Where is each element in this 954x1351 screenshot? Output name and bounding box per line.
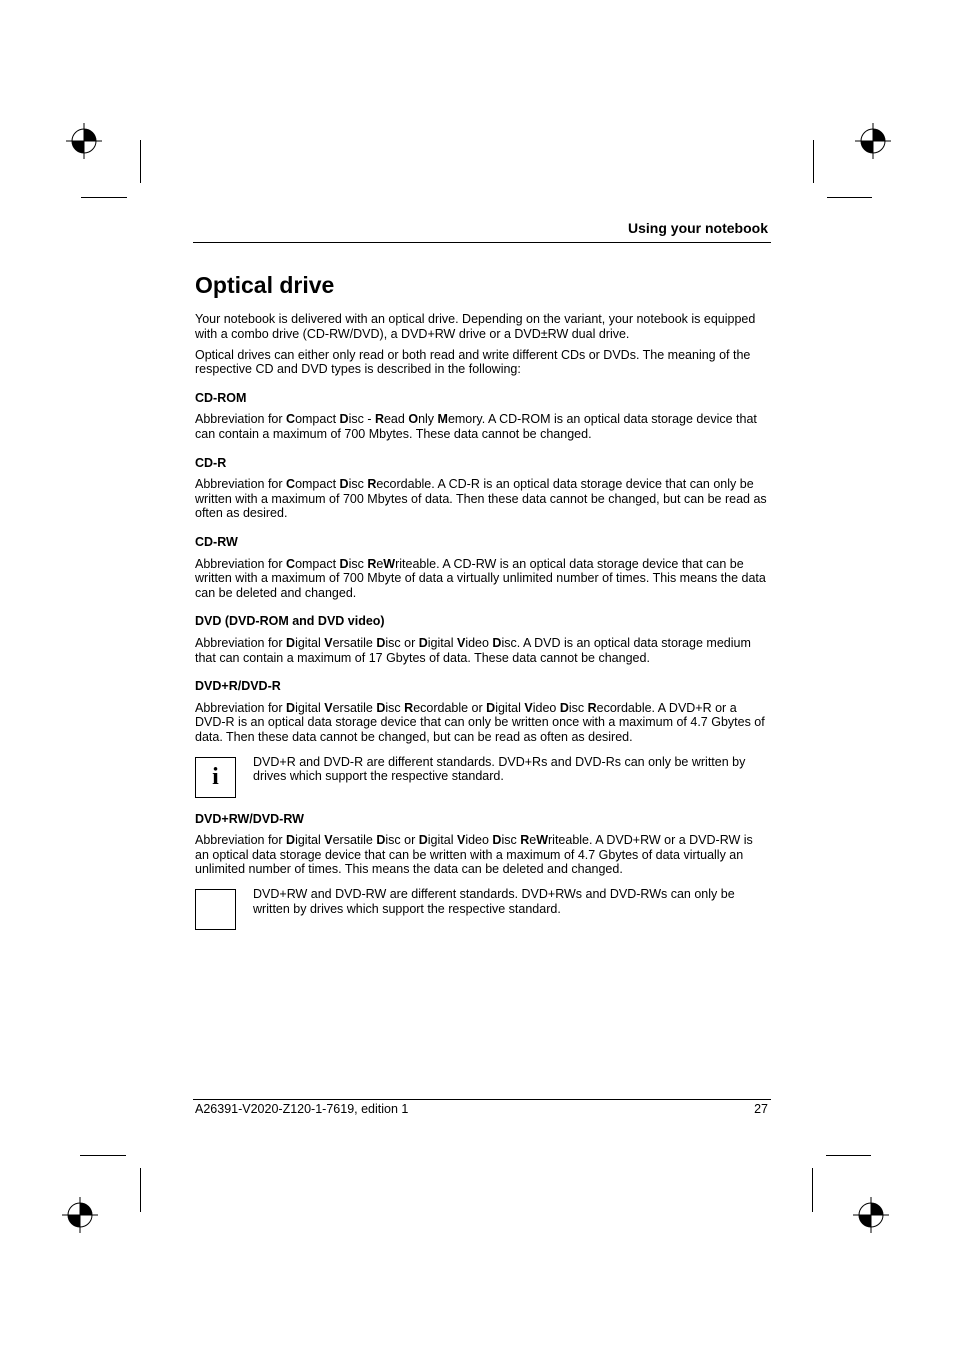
acronym-letter: D <box>286 700 296 715</box>
section-body <box>195 833 768 877</box>
text-run: ideo <box>465 636 493 650</box>
text-run: Abbreviation for <box>195 477 287 492</box>
main-content <box>195 312 768 942</box>
text-run: ideo <box>532 700 560 715</box>
text-run: ecordable. A CD-R is an optical data storage device that can only be written with a maximum of 700 Mbytes of data. Then these data cannot be changed, but can be read as often as desired. <box>195 477 767 521</box>
acronym-letter: R <box>374 412 384 427</box>
sections <box>195 391 768 930</box>
acronym-letter: R <box>404 700 414 715</box>
text-run: ompact <box>295 477 340 492</box>
text-run: ompact <box>295 556 340 571</box>
acronym-letter: R <box>367 556 377 571</box>
footer-rule <box>193 1099 771 1100</box>
text-run: isc <box>348 477 368 492</box>
acronym-letter: R <box>367 477 377 492</box>
text-run: igital <box>295 636 325 650</box>
acronym-letter: D <box>286 833 296 848</box>
text-run: e <box>529 833 537 848</box>
footer-doc-id: A26391-V2020-Z120-1-7619, edition 1 <box>195 1102 409 1116</box>
section-body <box>195 557 768 601</box>
section-heading: CD-R <box>195 455 227 470</box>
acronym-letter: D <box>492 833 502 848</box>
text-run: Abbreviation for <box>195 700 287 715</box>
section-body <box>195 412 768 441</box>
acronym-letter: C <box>286 477 296 492</box>
crop-line <box>826 1155 871 1156</box>
text-run: igital <box>495 700 525 715</box>
crop-line <box>81 197 127 198</box>
section-body <box>195 636 768 665</box>
info-note <box>195 755 768 798</box>
text-run: igital <box>295 700 325 715</box>
text-run: riteable. A CD-RW is an optical data storage device that can be written with a maximum of 700 Mbyte of data a virtually unlimited number of times. This means the data can be deleted and changed. <box>195 556 766 600</box>
section-heading: DVD (DVD-ROM and DVD video) <box>195 614 385 629</box>
page-number: 27 <box>754 1102 768 1116</box>
acronym-letter: D <box>376 833 386 848</box>
acronym-letter: W <box>383 556 396 571</box>
section-heading: DVD+R/DVD-R <box>195 679 281 694</box>
info-icon <box>195 889 236 930</box>
text-run: isc <box>501 833 521 848</box>
section-heading: DVD+RW/DVD-RW <box>195 811 304 826</box>
note-text: DVD+RW and DVD-RW are different standards. DVD+RWs and DVD-RWs can only be written by drives which support the respective standard. <box>253 886 735 916</box>
registration-mark-icon <box>62 1197 98 1233</box>
acronym-letter: D <box>286 636 296 650</box>
acronym-letter: V <box>456 833 466 848</box>
text-run: Abbreviation for <box>195 833 287 848</box>
crop-line <box>80 1155 126 1156</box>
registration-mark-icon <box>853 1197 889 1233</box>
acronym-letter: V <box>324 636 333 650</box>
acronym-letter: M <box>437 412 448 427</box>
text-run: Abbreviation for <box>195 556 287 571</box>
acronym-letter: D <box>339 556 349 571</box>
text-run: ompact <box>295 412 340 427</box>
text-run: ersatile <box>332 700 377 715</box>
page-title: Optical drive <box>195 272 335 298</box>
registration-mark-icon <box>66 123 102 159</box>
text-run: ideo <box>465 833 493 848</box>
text-run: igital <box>295 833 325 848</box>
acronym-letter: D <box>492 636 502 650</box>
text-run: isc - <box>348 412 375 427</box>
text-run: isc or <box>385 833 419 848</box>
registration-mark-icon <box>855 123 891 159</box>
text-run: ersatile <box>332 833 377 848</box>
text-run: ead <box>383 412 409 427</box>
intro-paragraph: Optical drives can either only read or both read and write different CDs or DVDs. The meaning of the respective CD and DVD types is described in the following: <box>195 347 751 377</box>
text-run: Abbreviation for <box>195 412 287 427</box>
acronym-letter: D <box>486 700 496 715</box>
crop-line <box>813 140 814 183</box>
acronym-letter: D <box>339 412 349 427</box>
text-run: Abbreviation for <box>195 636 287 650</box>
acronym-letter: D <box>559 700 569 715</box>
text-run: ecordable. A DVD+R or a DVD-R is an optical data storage device that can only be written once with a maximum of 4.7 Gbytes of data. Then these data cannot be changed, but can be read as often as desired. <box>195 700 765 744</box>
text-run: isc <box>568 700 588 715</box>
acronym-letter: D <box>339 477 349 492</box>
crop-line <box>812 1168 813 1212</box>
text-run: isc <box>348 556 368 571</box>
section-body <box>195 701 768 745</box>
section-heading: CD-ROM <box>195 390 247 405</box>
text-run: ecordable or <box>413 700 487 715</box>
text-run: igital <box>427 636 457 650</box>
info-note <box>195 887 768 930</box>
crop-line <box>140 140 141 183</box>
info-icon: i <box>195 757 236 798</box>
acronym-letter: D <box>376 700 386 715</box>
acronym-letter: D <box>418 833 428 848</box>
acronym-letter: D <box>418 636 428 650</box>
text-run: e <box>376 556 384 571</box>
text-run: ersatile <box>332 636 377 650</box>
text-run: igital <box>427 833 457 848</box>
intro-paragraph: Your notebook is delivered with an optical drive. Depending on the variant, your notebook is equipped with a combo drive (CD-RW/DVD), a DVD+RW drive or a DVD±RW dual drive. <box>195 312 756 341</box>
text-run: nly <box>418 412 438 427</box>
acronym-letter: V <box>456 636 466 650</box>
acronym-letter: C <box>286 412 296 427</box>
acronym-letter: V <box>524 700 533 715</box>
crop-line <box>140 1168 141 1212</box>
header-rule <box>193 242 771 243</box>
acronym-letter: C <box>286 556 296 571</box>
acronym-letter: D <box>376 636 386 650</box>
acronym-letter: W <box>536 833 548 848</box>
section-body <box>195 477 768 521</box>
text-run: isc. A DVD is an optical data storage medium that can contain a maximum of 17 Gbytes of data. These data cannot be changed. <box>195 636 751 665</box>
section-heading: CD-RW <box>195 535 238 550</box>
text-run: isc or <box>385 636 419 650</box>
note-text: DVD+R and DVD-R are different standards. DVD+Rs and DVD-Rs can only be written by drives which support the respective standard. <box>253 754 746 784</box>
text-run: riteable. A DVD+RW or a DVD-RW is an optical data storage device that can be written with a maximum of 4.7 Gbytes of data virtually an unlimited number of times. This means the data can be deleted and changed. <box>195 833 753 877</box>
text-run: emory. A CD-ROM is an optical data storage device that can contain a maximum of 700 Mbytes. These data cannot be changed. <box>195 412 757 442</box>
acronym-letter: V <box>324 700 333 715</box>
acronym-letter: O <box>408 412 419 427</box>
acronym-letter: R <box>587 700 597 715</box>
crop-line <box>827 197 872 198</box>
running-header: Using your notebook <box>628 220 768 236</box>
acronym-letter: V <box>324 833 333 848</box>
text-run: isc <box>385 700 405 715</box>
acronym-letter: R <box>520 833 530 848</box>
